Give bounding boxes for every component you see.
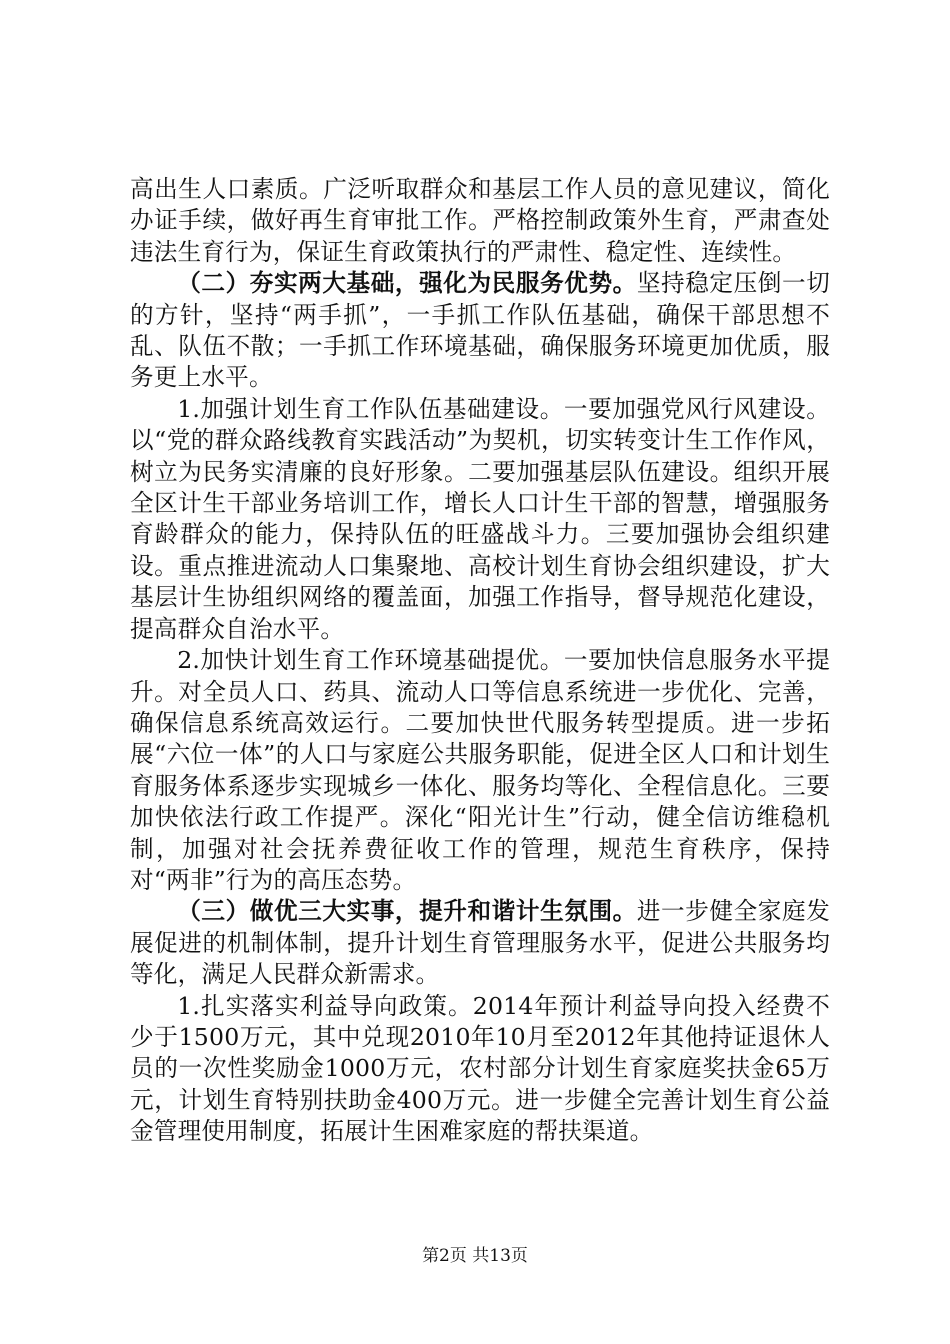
document-body xyxy=(130,174,830,1148)
paragraph-2-text: 坚持稳定压倒一切的方针，坚持“两手抓”，一手抓工作队伍基础，确保干部思想不乱、队伍不散；一手抓工作环境基础，确保服务环境更加优质，服务更上水平。 xyxy=(130,269,830,392)
section-heading-three: （三）做优三大实事，提升和谐计生氛围。 xyxy=(177,897,637,926)
paragraph-1-text: 高出生人口素质。广泛听取群众和基层工作人员的意见建议，简化办证手续，做好再生育审批工作。严格控制政策外生育，严肃查处违法生育行为，保证生育政策执行的严肃性、稳定性、连续性。 xyxy=(130,175,830,266)
paragraph-3-text: 1.加强计划生育工作队伍基础建设。一要加强党风行风建设。以“党的群众路线教育实践活动”为契机，切实转变计生工作作风，树立为民务实清廉的良好形象。二要加强基层队伍建设。组织开展全区计生干部业务培训工作，增长人口计生干部的智慧，增强服务育龄群众的能力，保持队伍的旺盛战斗力。三要加强协会组织建设。重点推进流动人口集聚地、高校计划生育协会组织建设，扩大基层计生协组织网络的覆盖面，加强工作指导，督导规范化建设，提高群众自治水平。 xyxy=(130,394,830,643)
paragraph-5-text: 进一步健全家庭发展促进的机制体制，提升计划生育管理服务水平，促进公共服务均等化，满足人民群众新需求。 xyxy=(130,897,830,989)
paragraph-3 xyxy=(130,394,830,645)
paragraph-6 xyxy=(130,991,830,1148)
paragraph-6-text: 1.扎实落实利益导向政策。2014年预计利益导向投入经费不少于1500万元，其中兑现2010年10月至2012年其他持证退休人员的一次性奖励金1000万元，农村部分计划生育家庭奖扶金65万元，计划生育特别扶助金400万元。进一步健全完善计划生育公益金管理使用制度，拓展计生困难家庭的帮扶渠道。 xyxy=(130,991,830,1146)
paragraph-1 xyxy=(130,174,830,268)
paragraph-2 xyxy=(130,268,830,394)
page-number-footer: 第2页 共13页 xyxy=(422,1246,528,1266)
paragraph-4 xyxy=(130,645,830,896)
paragraph-5 xyxy=(130,896,830,990)
paragraph-4-text: 2.加快计划生育工作环境基础提优。一要加快信息服务水平提升。对全员人口、药具、流动人口等信息系统进一步优化、完善，确保信息系统高效运行。二要加快世代服务转型提质。进一步拓展“六位一体”的人口与家庭公共服务职能，促进全区人口和计划生育服务体系逐步实现城乡一体化、服务均等化、全程信息化。三要加快依法行政工作提严。深化“阳光计生”行动，健全信访维稳机制，加强对社会抚养费征收工作的管理，规范生育秩序，保持对“两非”行为的高压态势。 xyxy=(130,646,830,894)
section-heading-two: （二）夯实两大基础，强化为民服务优势。 xyxy=(177,269,637,298)
